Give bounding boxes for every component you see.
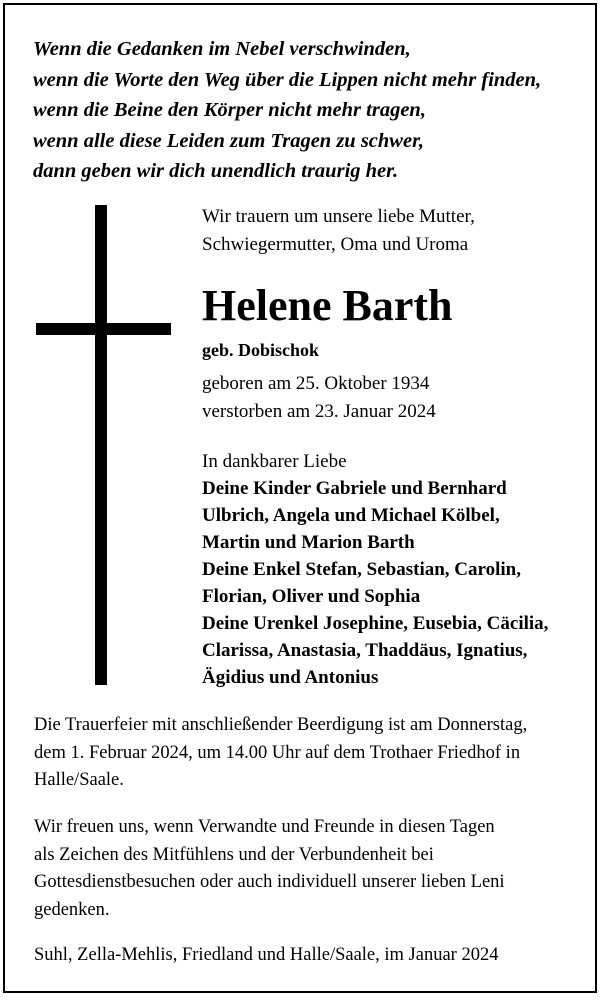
- poem: [33, 34, 541, 187]
- maiden-name: geb. Dobischok: [202, 340, 320, 360]
- mourners-list: [202, 475, 548, 691]
- closing-note-line: gedenken.: [34, 899, 110, 920]
- poem-line: wenn die Worte den Weg über die Lippen nicht mehr finden,: [33, 68, 542, 91]
- funeral-notice-line: Die Trauerfeier mit anschließender Beerdigung ist am Donnerstag,: [34, 715, 528, 735]
- closing-note: [34, 814, 505, 924]
- mourners-line: Ägidius und Antonius: [202, 667, 379, 688]
- mourners-line: Deine Kinder Gabriele und Bernhard: [202, 478, 507, 499]
- life-dates: [202, 370, 436, 426]
- poem-line: wenn alle diese Leiden zum Tragen zu schwer,: [33, 129, 425, 152]
- funeral-notice-line: dem 1. Februar 2024, um 14.00 Uhr auf dem Trothaer Friedhof in: [34, 742, 521, 763]
- poem-line: dann geben wir dich unendlich traurig her.: [33, 160, 399, 183]
- poem-line: wenn die Beine den Körper nicht mehr tragen,: [33, 99, 426, 122]
- closing-note-line: Wir freuen uns, wenn Verwandte und Freunde in diesen Tagen: [34, 817, 495, 837]
- death-date: verstorben am 23. Januar 2024: [202, 401, 436, 422]
- mourners-line: Ulbrich, Angela und Michael Kölbel,: [202, 505, 500, 526]
- place-date-line: Suhl, Zella-Mehlis, Friedland und Halle/Saale, im Januar 2024: [34, 945, 499, 965]
- place-date: [34, 942, 498, 970]
- mourners-line: Deine Urenkel Josephine, Eusebia, Cäcilia,: [202, 613, 549, 634]
- intro-text: [202, 203, 475, 259]
- poem-line: Wenn die Gedanken im Nebel verschwinden,: [33, 38, 411, 60]
- funeral-notice: [34, 712, 527, 795]
- funeral-notice-line: Halle/Saale.: [34, 770, 124, 790]
- cross-icon: [95, 205, 107, 685]
- cross-icon-bar: [36, 323, 171, 335]
- deceased-name: Helene Barth: [202, 281, 453, 330]
- mourners-heading: In dankbarer Liebe: [202, 451, 347, 472]
- closing-note-line: Gottesdienstbesuchen oder auch individuell unserer lieben Leni: [34, 872, 505, 892]
- birth-date: geboren am 25. Oktober 1934: [202, 373, 430, 394]
- intro-line: Wir trauern um unsere liebe Mutter,: [202, 206, 475, 227]
- intro-line: Schwiegermutter, Oma und Uroma: [202, 234, 469, 255]
- mourners-line: Martin und Marion Barth: [202, 532, 415, 553]
- mourners-line: Deine Enkel Stefan, Sebastian, Carolin,: [202, 559, 521, 580]
- mourners-line: Florian, Oliver und Sophia: [202, 586, 421, 607]
- mourners-line: Clarissa, Anastasia, Thaddäus, Ignatius,: [202, 640, 528, 661]
- closing-note-line: als Zeichen des Mitfühlens und der Verbundenheit bei: [34, 844, 434, 865]
